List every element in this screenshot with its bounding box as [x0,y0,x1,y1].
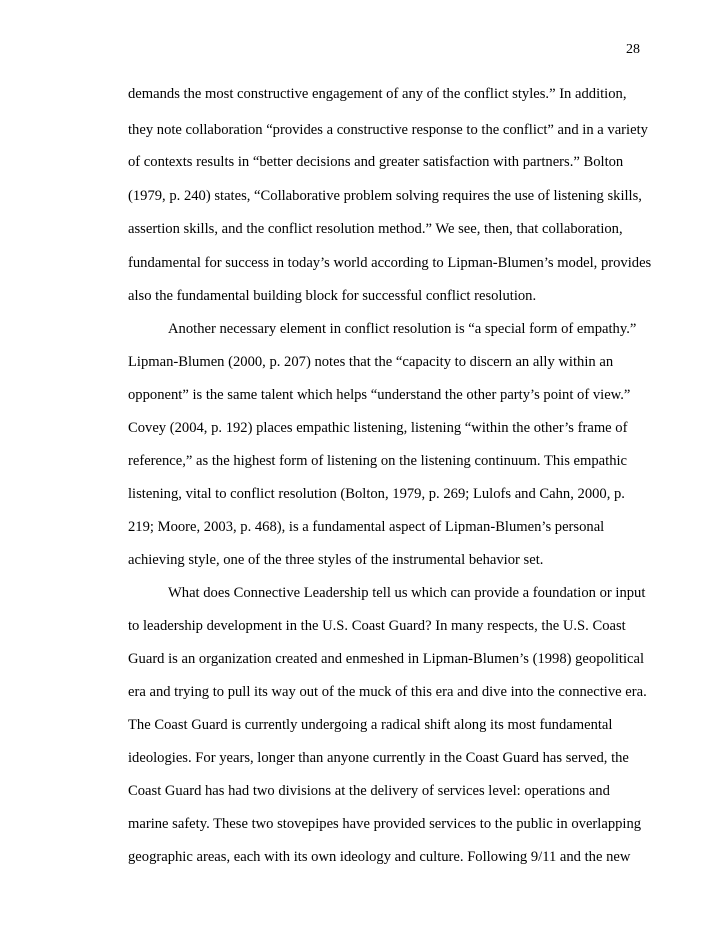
text-line: to leadership development in the U.S. Coast Guard? In many respects, the U.S. Coast [128,618,626,634]
text-line: 219; Moore, 2003, p. 468), is a fundamental aspect of Lipman-Blumen’s personal [128,519,605,535]
text-line: reference,” as the highest form of listening on the listening continuum. This empathic [128,453,628,469]
text-line: marine safety. These two stovepipes have provided services to the public in overlapping [128,816,642,832]
text-line: they note collaboration “provides a constructive response to the conflict” and in a variety [128,122,648,138]
text-line: Guard is an organization created and enmeshed in Lipman-Blumen’s (1998) geopolitical [128,651,645,667]
text-line: (1979, p. 240) states, “Collaborative problem solving requires the use of listening skills, [128,188,642,204]
text-line: era and trying to pull its way out of the muck of this era and dive into the connective era. [128,684,647,700]
text-line: opponent” is the same talent which helps “understand the other party’s point of view.” [128,387,631,403]
text-line: also the fundamental building block for successful conflict resolution. [128,288,537,304]
text-line: achieving style, one of the three styles of the instrumental behavior set. [128,552,544,568]
page-number: 28 [626,42,640,57]
text-line: ideologies. For years, longer than anyone currently in the Coast Guard has served, the [128,750,629,766]
text-line: demands the most constructive engagement of any of the conflict styles.” In addition, [128,86,627,102]
text-line: Coast Guard has had two divisions at the delivery of services level: operations and [128,783,610,799]
text-line: of contexts results in “better decisions and greater satisfaction with partners.” Bolton [128,154,624,170]
text-line: geographic areas, each with its own ideology and culture. Following 9/11 and the new [128,849,631,865]
text-line: Covey (2004, p. 192) places empathic listening, listening “within the other’s frame of [128,420,628,436]
paragraph-first-line: What does Connective Leadership tell us which can provide a foundation or input [168,585,646,601]
text-line: Lipman-Blumen (2000, p. 207) notes that the “capacity to discern an ally within an [128,354,614,370]
text-line: assertion skills, and the conflict resolution method.” We see, then, that collaboration, [128,221,623,237]
text-line: fundamental for success in today’s world according to Lipman-Blumen’s model, provides [128,255,652,271]
text-line: The Coast Guard is currently undergoing a radical shift along its most fundamental [128,717,613,733]
text-line: listening, vital to conflict resolution (Bolton, 1979, p. 269; Lulofs and Cahn, 2000, p. [128,486,625,502]
paragraph-first-line: Another necessary element in conflict resolution is “a special form of empathy.” [168,321,637,337]
